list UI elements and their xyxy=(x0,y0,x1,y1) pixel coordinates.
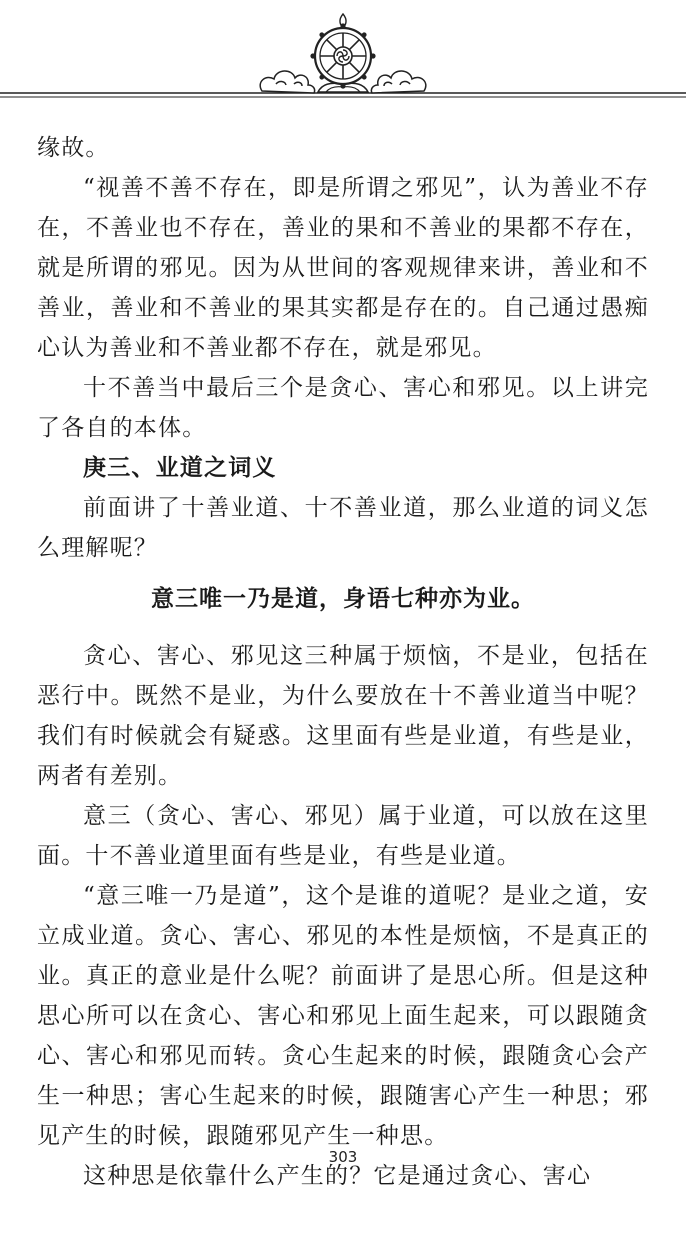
paragraph-last-three: 十不善当中最后三个是贪心、害心和邪见。以上讲完了各自的本体。 xyxy=(37,375,649,441)
paragraph-intention-source: 这种思是依靠什么产生的？它是通过贪心、害心 xyxy=(83,1163,592,1189)
header-ornament-graphic xyxy=(0,0,686,120)
paragraph-continuation: 缘故。 xyxy=(37,135,110,161)
paragraph-path-explanation: “意三唯一乃是道”，这个是谁的道呢？是业之道，安立成业道。贪心、害心、邪见的本性是烦恼，不是真正的业。真正的意业是什么呢？前面讲了是思心所。但是这种思心所可以在贪心、害心和邪见上面生起来，可以跟随贪心、害心和邪见而转。贪心生起来的时候，跟随贪心会产生一种思；害心生起来的时候，跟随害心产生一种思；邪见产生的时候，跟随邪见产生一种思。 xyxy=(37,883,649,1149)
page-number: 303 xyxy=(328,1148,358,1166)
auspicious-cloud-icon xyxy=(260,71,314,93)
page-body xyxy=(37,128,649,1196)
paragraph-mind-three: 意三（贪心、害心、邪见）属于业道，可以放在这里面。十不善业道里面有些是业，有些是业道。 xyxy=(37,803,649,869)
page-header-ornament xyxy=(0,0,686,120)
auspicious-cloud-icon xyxy=(371,71,425,93)
dharma-wheel-icon xyxy=(310,14,375,92)
verse-quote: 意三唯一乃是道，身语七种亦为业。 xyxy=(151,586,535,612)
paragraph-question: 前面讲了十善业道、十不善业道，那么业道的词义怎么理解呢？ xyxy=(37,495,649,561)
paragraph-wrong-view: “视善不善不存在，即是所谓之邪见”，认为善业不存在，不善业也不存在，善业的果和不善业的果都不存在，就是所谓的邪见。因为从世间的客观规律来讲，善业和不善业，善业和不善业的果其实都是存在的。自己通过愚痴心认为善业和不善业都不存在，就是邪见。 xyxy=(37,175,649,361)
paragraph-afflictions: 贪心、害心、邪见这三种属于烦恼，不是业，包括在恶行中。既然不是业，为什么要放在十不善业道当中呢？我们有时候就会有疑惑。这里面有些是业道，有些是业，两者有差别。 xyxy=(37,643,649,789)
section-heading: 庚三、业道之词义 xyxy=(83,454,277,481)
